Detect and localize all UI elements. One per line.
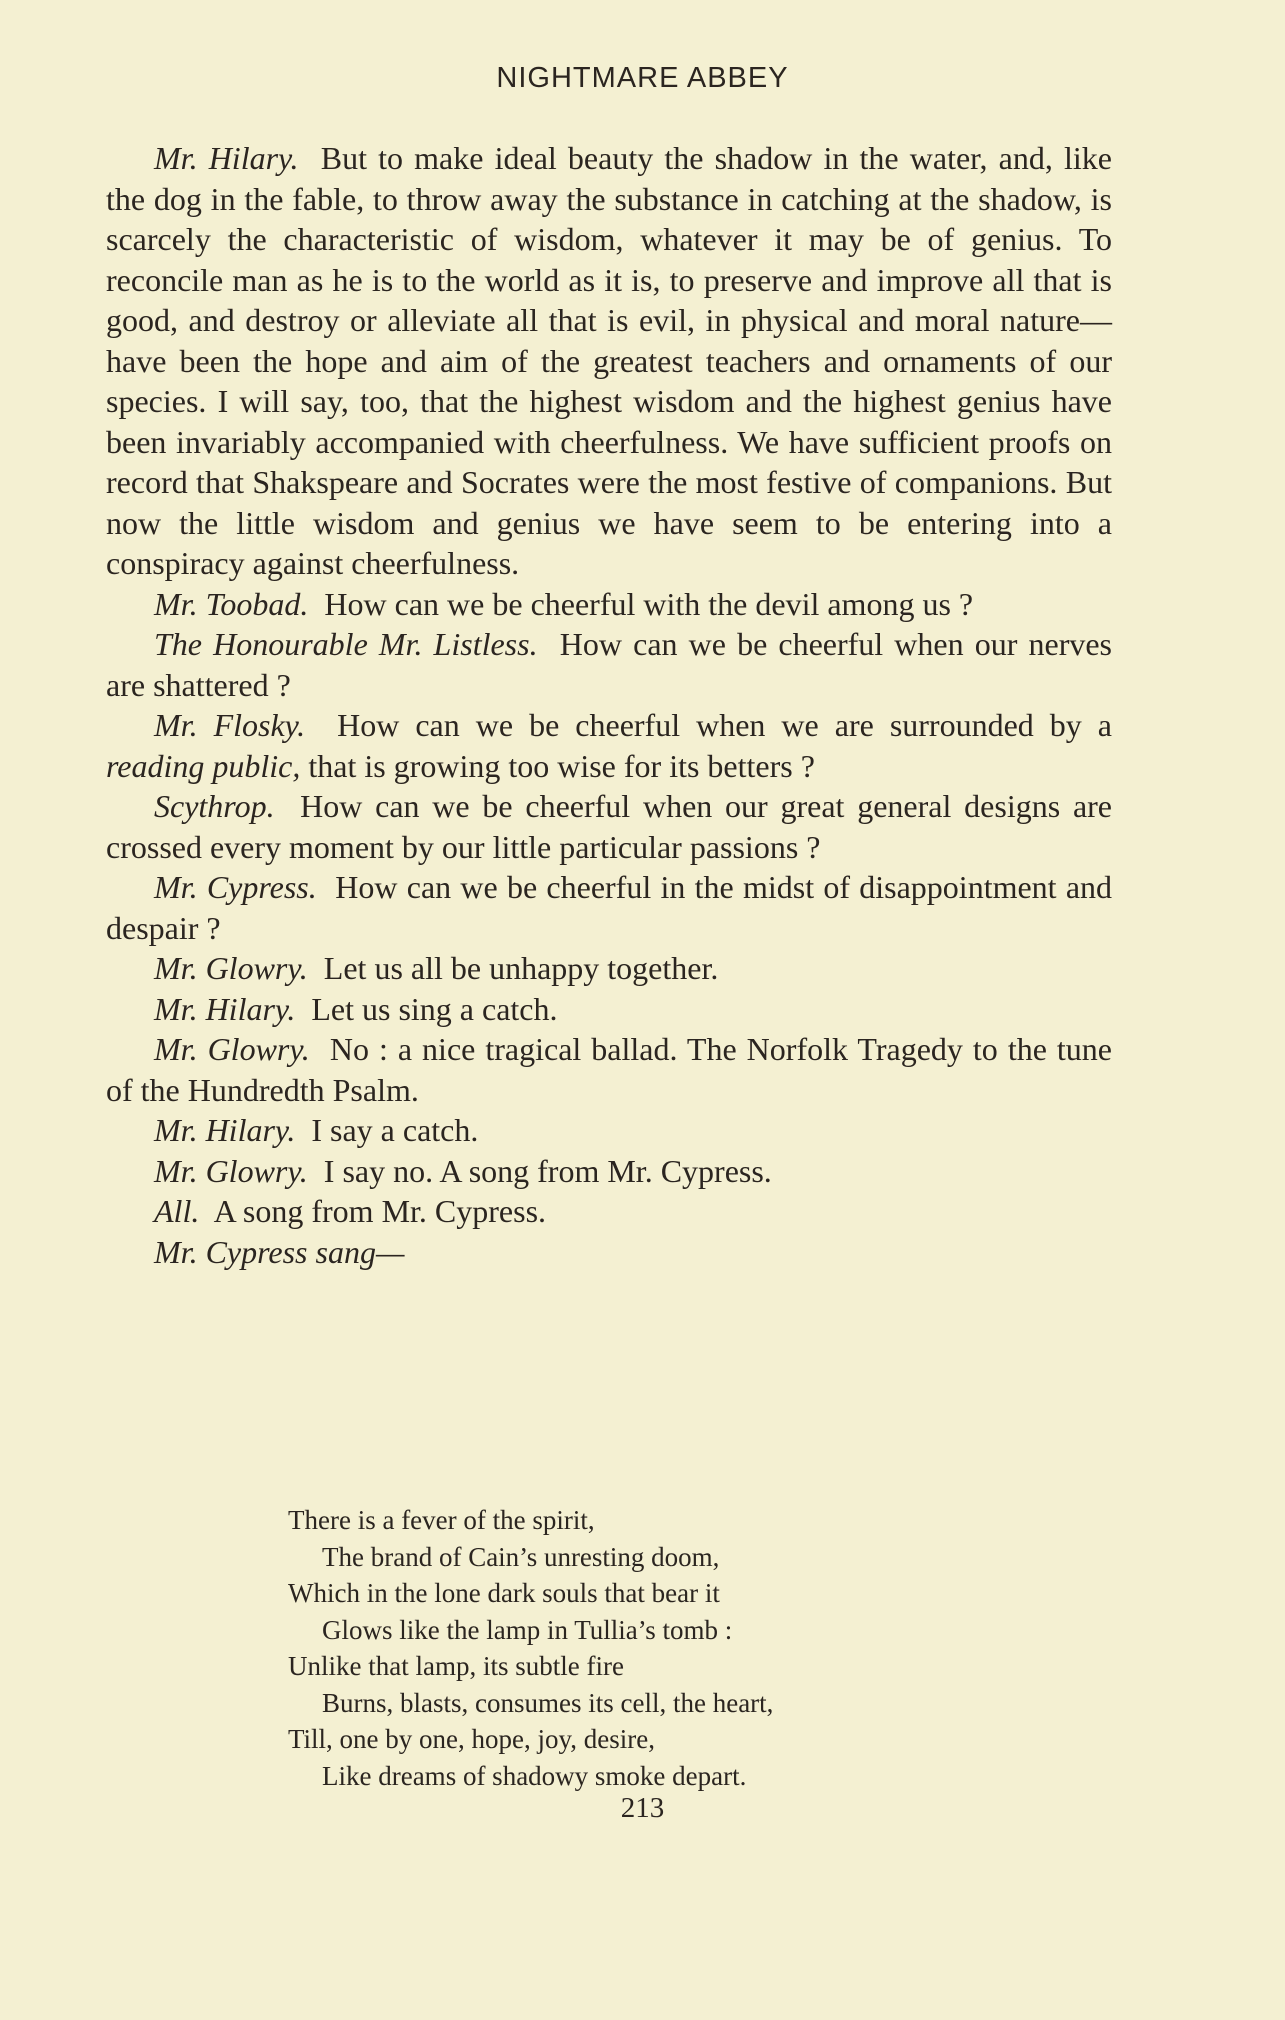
verse-line: Like dreams of shadowy smoke depart. — [322, 1760, 747, 1791]
verse-line: Unlike that lamp, its subtle fire — [288, 1651, 624, 1681]
speaker-name: Mr. Flosky. — [154, 707, 306, 743]
verse-line: Burns, blasts, consumes its cell, the heart, — [322, 1687, 774, 1718]
dialogue-paragraph — [106, 138, 1112, 584]
dialogue-paragraph — [106, 786, 1112, 867]
speaker-name: Mr. Hilary. — [154, 1112, 296, 1148]
dialogue-paragraph — [106, 1232, 1112, 1273]
verse-line: There is a fever of the spirit, — [288, 1505, 595, 1535]
speech-text: I say a catch. — [311, 1112, 479, 1148]
speaker-name: Mr. Glowry. — [154, 1031, 310, 1067]
speech-text: Let us all be unhappy together. — [323, 950, 719, 986]
speaker-name: Mr. Cypress. — [154, 869, 317, 905]
speech-text: How can we be cheerful when our nerves are shattered ? — [106, 626, 1112, 703]
speech-text: Let us sing a catch. — [311, 990, 558, 1027]
speech-text: But to make ideal beauty the shadow in the water, and, like the dog in the fable, to throw away the substance in catching at the shadow, is scarcely the characteristic of wisdom, whatever it may be of genius. To reconcile man as he is to the world as it is, to preserve and improve all that is good, and destroy or alleviate all that is evil, in physical and moral nature—have been the hope and aim of the greatest teachers and ornaments of our species. I will say, too, that the highest wisdom and the highest genius have been invariably accompanied with cheerfulness. We have sufficient proofs on record that Shakspeare and Socrates were the most festive of companions. But now the little wisdom and genius we have seem to be entering into a conspiracy against cheerfulness. — [106, 140, 1113, 581]
speech-text: How can we be cheerful when we are surrounded by a — [337, 707, 1113, 743]
speaker-name: Mr. Hilary. — [154, 990, 296, 1027]
speech-text: No : a nice tragical ballad. The Norfolk Tragedy to the tune of the Hundredth Psalm. — [106, 1031, 1113, 1108]
running-head: NIGHTMARE ABBEY — [496, 62, 789, 94]
song-verse — [288, 1502, 988, 1794]
verse-line: Till, one by one, hope, joy, desire, — [288, 1724, 655, 1754]
dialogue-paragraph — [106, 867, 1112, 948]
speech-text: How can we be cheerful in the midst of disappointment and despair ? — [106, 869, 1113, 946]
speaker-name: Mr. Glowry. — [154, 1152, 308, 1189]
dialogue-paragraph — [106, 989, 1112, 1030]
dialogue-paragraph — [106, 584, 1112, 625]
dialogue-paragraph — [106, 1191, 1112, 1232]
verse-line: Which in the lone dark souls that bear it — [288, 1578, 720, 1608]
dialogue-paragraph — [106, 705, 1112, 786]
speech-text: How can we be cheerful when our great general designs are crossed every moment by our little particular passions ? — [106, 788, 1113, 865]
speaker-name: All. — [154, 1193, 200, 1229]
speaker-name: Mr. Toobad. — [154, 585, 309, 622]
speaker-name: Mr. Glowry. — [154, 950, 308, 986]
page-number: 213 — [620, 1792, 665, 1824]
verse-line: Glows like the lamp in Tullia’s tomb : — [322, 1614, 733, 1645]
emphasis-text: reading public, — [106, 747, 301, 784]
dialogue-paragraph — [106, 948, 1112, 989]
speaker-name: Mr. Hilary. — [154, 140, 299, 176]
dialogue-paragraph — [106, 1151, 1112, 1192]
speech-text: that is growing too wise for its betters ? — [308, 747, 815, 784]
dialogue-body — [106, 138, 1112, 1272]
dialogue-paragraph — [106, 1029, 1112, 1110]
speech-text: I say no. A song from Mr. Cypress. — [323, 1152, 772, 1189]
speaker-name: Mr. Cypress sang— — [154, 1233, 405, 1270]
dialogue-paragraph — [106, 1110, 1112, 1151]
speech-text: A song from Mr. Cypress. — [213, 1193, 547, 1229]
verse-line: The brand of Cain’s unresting doom, — [322, 1541, 720, 1572]
speech-text: How can we be cheerful with the devil among us ? — [324, 585, 974, 622]
speaker-name: Scythrop. — [154, 788, 275, 824]
dialogue-paragraph — [106, 624, 1112, 705]
speaker-name: The Honourable Mr. Listless. — [154, 626, 538, 662]
